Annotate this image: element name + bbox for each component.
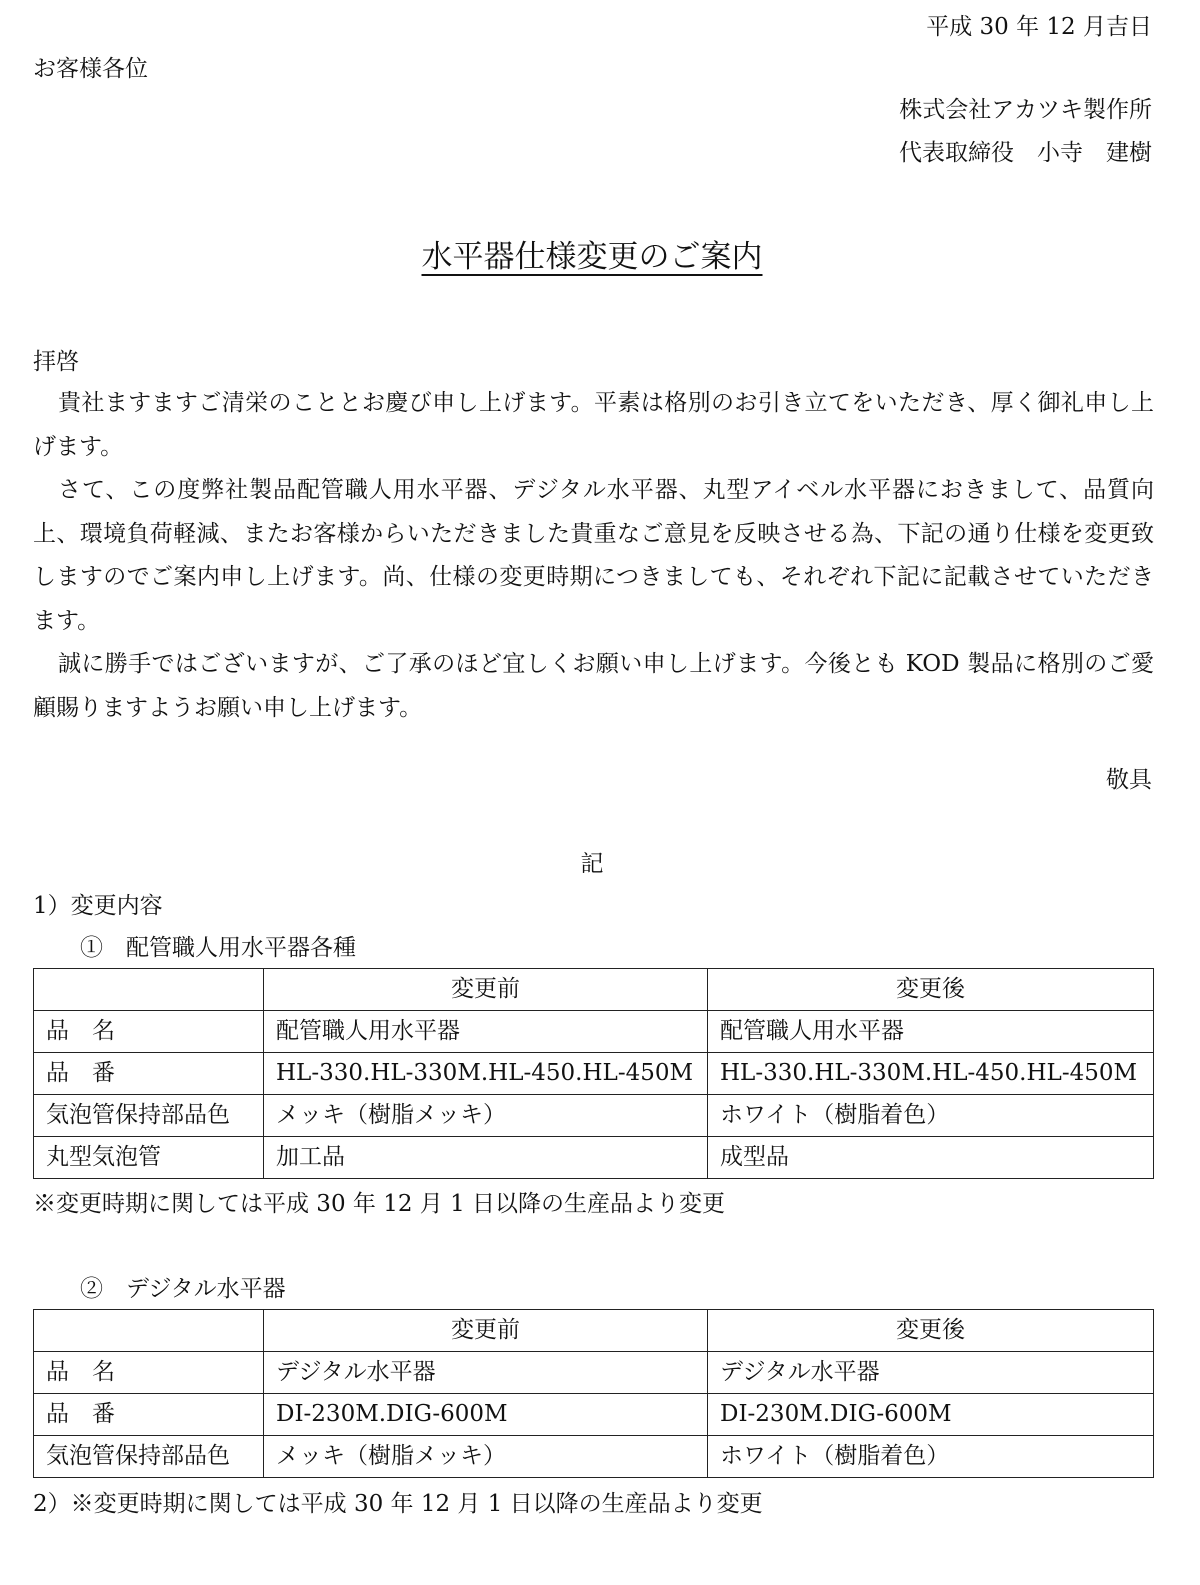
item2-change-note: 2）※変更時期に関しては平成 30 年 12 月 1 日以降の生産品より変更 (33, 1491, 763, 1517)
opening-salutation: 拝啓 (33, 349, 79, 375)
header-cell: 変更後 (708, 1310, 1154, 1352)
header-cell: 変更前 (264, 969, 708, 1011)
after-value: ホワイト（樹脂着色） (708, 1095, 1154, 1137)
body-paragraph-1: 貴社ますますご清栄のこととお慶び申し上げます。平素は格別のお引き立てをいただき、厚く御礼申し上げます。 (33, 390, 1154, 460)
representative-name: 代表取締役 小寺 建樹 (899, 140, 1152, 166)
table-row (34, 1352, 1154, 1394)
table-row (34, 1095, 1154, 1137)
header-cell (34, 1310, 264, 1352)
row-label: 気泡管保持部品色 (34, 1095, 264, 1137)
before-value: DI-230M.DIG-600M (264, 1394, 708, 1436)
table-header-row (34, 1310, 1154, 1352)
before-value: デジタル水平器 (264, 1352, 708, 1394)
table-row (34, 1436, 1154, 1478)
header-cell: 変更後 (708, 969, 1154, 1011)
after-value: 配管職人用水平器 (708, 1011, 1154, 1053)
item1-change-note: ※変更時期に関しては平成 30 年 12 月 1 日以降の生産品より変更 (33, 1191, 726, 1217)
row-label: 品 名 (34, 1011, 264, 1053)
before-value: HL-330.HL-330M.HL-450.HL-450M (264, 1053, 708, 1095)
body-paragraph-3: 誠に勝手ではございますが、ご了承のほど宜しくお願い申し上げます。今後とも KOD 製品に格別のご愛顧賜りますようお願い申し上げます。 (33, 651, 1154, 721)
row-label: 品 番 (34, 1394, 264, 1436)
table-row (34, 1053, 1154, 1095)
closing-salutation: 敬具 (1106, 767, 1152, 793)
body-paragraph-2: さて、この度弊社製品配管職人用水平器、デジタル水平器、丸型アイベル水平器におきまして、品質向上、環境負荷軽減、またお客様からいただきました貴重なご意見を反映させる為、下記の通り仕様を変更致しますのでご案内申し上げます。尚、仕様の変更時期につきましても、それぞれ下記に記載させていただきます。 (33, 477, 1154, 634)
header-cell (34, 969, 264, 1011)
spec-table-digital-level (33, 1309, 1154, 1478)
after-value: HL-330.HL-330M.HL-450.HL-450M (708, 1053, 1154, 1095)
table-row (34, 1137, 1154, 1179)
document-title: 水平器仕様変更のご案内 (421, 239, 763, 275)
after-value: ホワイト（樹脂着色） (708, 1436, 1154, 1478)
after-value: デジタル水平器 (708, 1352, 1154, 1394)
row-label: 品 番 (34, 1053, 264, 1095)
letter-body (33, 382, 1154, 730)
table-row (34, 1394, 1154, 1436)
before-value: 配管職人用水平器 (264, 1011, 708, 1053)
after-value: DI-230M.DIG-600M (708, 1394, 1154, 1436)
row-label: 品 名 (34, 1352, 264, 1394)
header-cell: 変更前 (264, 1310, 708, 1352)
document-date: 平成 30 年 12 月吉日 (926, 14, 1152, 40)
table-row (34, 1011, 1154, 1053)
row-label: 気泡管保持部品色 (34, 1436, 264, 1478)
section-heading: 1）変更内容 (33, 893, 163, 919)
before-value: 加工品 (264, 1137, 708, 1179)
table-header-row (34, 969, 1154, 1011)
before-value: メッキ（樹脂メッキ） (264, 1436, 708, 1478)
before-value: メッキ（樹脂メッキ） (264, 1095, 708, 1137)
company-name: 株式会社アカツキ製作所 (899, 97, 1152, 123)
recipient: お客様各位 (33, 56, 148, 82)
spec-table-plumbing-level (33, 968, 1154, 1179)
after-value: 成型品 (708, 1137, 1154, 1179)
item2-heading: ② デジタル水平器 (80, 1276, 286, 1302)
row-label: 丸型気泡管 (34, 1137, 264, 1179)
records-marker: 記 (580, 851, 604, 877)
item1-heading: ① 配管職人用水平器各種 (80, 935, 356, 961)
